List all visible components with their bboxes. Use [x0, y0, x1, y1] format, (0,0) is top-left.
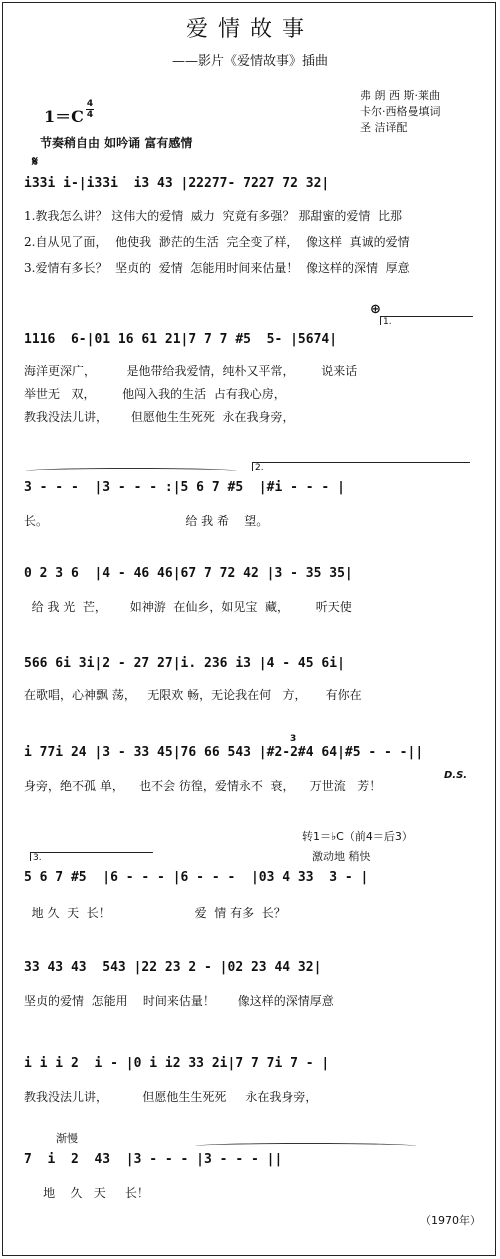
lyric-line-3: 长。 给 我 希 望。: [24, 514, 269, 528]
year-note: （1970年）: [420, 1214, 481, 1227]
volta-3: 3.: [30, 852, 153, 861]
arranger-credit: 圣 洁译配: [360, 121, 408, 134]
ds-mark: D.S.: [444, 770, 468, 781]
song-title: 爱情故事: [185, 17, 314, 42]
notation-line-1: i33i i-|i33i i3 43 |22277- 7227 72 32|: [24, 176, 330, 191]
song-subtitle: ——影片《爱情故事》插曲: [171, 54, 328, 69]
ritard-mark: 渐慢: [56, 1132, 78, 1145]
lyric-line-5: 在歌唱，心神飘 荡， 无限欢 畅，无论我在何 方， 有你在: [24, 688, 362, 702]
lyric-line-1-1: 1.教我怎么讲？ 这伟大的爱情 威力 究竟有多强？ 那甜蜜的爱情 比那: [24, 209, 402, 223]
time-top: 4: [86, 99, 94, 109]
lyric-line-7: 地 久 天 长！ 爱 情 有多 长？: [24, 906, 286, 920]
notation-line-10: 7 i 2 43 |3 - - - |3 - - - ||: [24, 1152, 283, 1167]
lyric-line-9: 教我没法儿讲， 但愿他生生死死 永在我身旁，: [24, 1090, 318, 1104]
notation-line-5: 566 6i 3i|2 - 27 27|i. 236 i3 |4 - 45 6i|: [24, 656, 345, 671]
tempo-marking: 节奏稍自由 如吟诵 富有感情: [40, 136, 193, 150]
lyric-line-6: 身旁，绝不孤 单， 也不会 彷徨，爱情永不 衰， 万世流 芳！: [24, 779, 382, 793]
key-signature: 1＝C: [44, 107, 84, 126]
segno-sign: 𝄋: [32, 154, 39, 170]
lyric-line-10: 地 久 天 长！: [24, 1186, 149, 1200]
notation-line-6: i 77i 24 |3 - 33 45|76 66 543 |#2-2#4 64|#5 - - -||: [24, 745, 424, 760]
modulation-mark: 转1＝♭C（前4＝后3）: [302, 830, 413, 843]
notation-line-2: 1116 6-|01 16 61 21|7 7 7 #5 5- |5674|: [24, 332, 338, 347]
credits: [360, 88, 441, 136]
notation-line-8: 33 43 43 543 |22 23 2 - |02 23 44 32|: [24, 960, 322, 975]
lyric-line-1-3: 3.爱情有多长？ 坚贞的 爱情 怎能用时间来估量！ 像这样的深情 厚意: [24, 261, 410, 275]
notation-line-7: 5 6 7 #5 |6 - - - |6 - - - |03 4 33 3 - |: [24, 870, 369, 885]
lyric-line-2-1: 海洋更深广， 是他带给我爱情，纯朴又平常， 说来话: [24, 364, 358, 378]
volta-2: 2.: [252, 462, 470, 471]
volta-1: 1.: [380, 316, 473, 325]
time-bottom: 4: [86, 110, 94, 120]
lyric-line-4: 给 我 光 芒， 如神游 在仙乡，如见宝 藏， 听天使: [24, 600, 352, 614]
tie-arc: [26, 468, 236, 474]
triplet-mark: 3: [290, 734, 297, 744]
coda-sign: ⊕: [370, 302, 381, 317]
composer-credit: 弗 朗 西 斯·莱曲: [360, 89, 440, 102]
notation-line-9: i i i 2 i - |0 i i2 33 2i|7 7 7i 7 - |: [24, 1056, 330, 1071]
tie-arc-final: [196, 1143, 416, 1149]
lyric-line-8: 坚贞的爱情 怎能用 时间来估量！ 像这样的深情厚意: [24, 994, 334, 1008]
notation-line-4: 0 2 3 6 |4 - 46 46|67 7 72 42 |3 - 35 35|: [24, 566, 353, 581]
lyric-line-2-2: 举世无 双， 他闯入我的生活 占有我心房，: [24, 387, 286, 401]
tempo-change-mark: 激动地 稍快: [312, 850, 371, 863]
lyric-line-2-3: 教我没法儿讲， 但愿他生生死死 永在我身旁，: [24, 410, 295, 424]
lyric-line-1-2: 2.自从见了面， 他使我 渺茫的生活 完全变了样， 像这样 真诚的爱情: [24, 235, 410, 249]
notation-line-3: 3 - - - |3 - - - :|5 6 7 #5 |#i - - - |: [24, 480, 345, 495]
time-signature: [86, 99, 94, 120]
lyricist-credit: 卡尔·西格曼填词: [360, 105, 441, 118]
